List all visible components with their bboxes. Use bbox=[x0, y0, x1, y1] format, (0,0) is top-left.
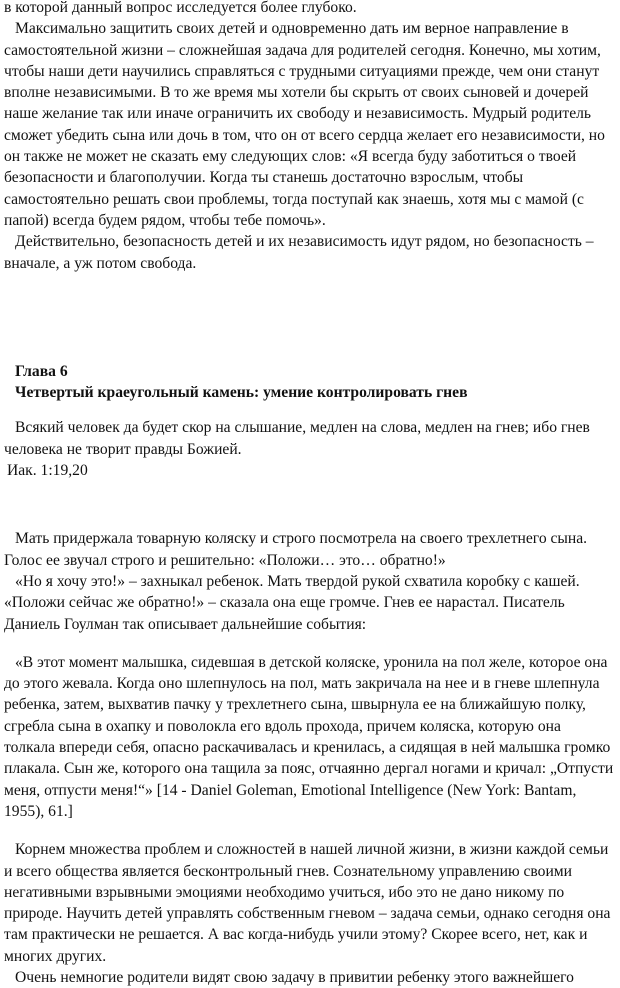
goleman-quote: «В этот момент малышка, сидевшая в детской коляске, уронила на пол желе, которое она до этого жевала. Когда оно шлепнулось на пол, мать закричала на нее и в гневе шлепнула ребенка, затем, выхватив пачку у трехлетнего сына, швырнула ее на ближайшую полку, сгребла сына в охапку и поволокла его вдоль прохода, причем коляска, которую она толкала впереди себя, опасно раскачивалась и кренилась, а сидящая в ней малышка громко плакала. Сын же, которого она тащила за пояс, отчаянно дергал ногами и кричал: „Отпусти меня, отпусти меня!“» [14 - Daniel Goleman, Emotional Intelligence (New York: Bantam, 1955), 61.] bbox=[4, 653, 614, 820]
paragraph-independence: Максимально защитить своих детей и одновременно дать им верное направление в самостоятельной жизни – сложнейшая задача для родителей сегодня. Конечно, мы хотим, чтобы наши дети научились справляться с трудными ситуациями прежде, чем они станут вполне независимыми. В то же время мы хотели бы скрыть от своих сыновей и дочерей наше желание так или иначе ограничить их свободу и независимость. Мудрый родитель сможет убедить сына или дочь в том, что он от всего сердца желает его независимости, но он также не может не сказать ему следующих слов: «Я всегда буду заботиться о твоей безопасности и благополучии. Когда ты станешь достаточно взрослым, чтобы самостоятельно решать свои проблемы, тогда поступай как знаешь, хотя мы с мамой (с папой) всегда будем рядом, чтобы тебе помочь». bbox=[4, 20, 605, 229]
story-paragraph: «Но я хочу это!» – захныкал ребенок. Мать твердой рукой схватила коробку с кашей. «Положи сейчас же обратно!» – сказала она еще громче. Гнев ее нарастал. Писатель Даниель Гоулман так описывает дальнейшие события: bbox=[4, 572, 580, 633]
story-paragraph: Мать придержала товарную коляску и строго посмотрела на своего трехлетнего сына. Голос ее звучал строго и решительно: «Положи… это… обратно!» bbox=[4, 530, 588, 569]
spacer bbox=[4, 403, 614, 417]
spacer bbox=[4, 481, 614, 528]
paragraph-safety: Действительно, безопасность детей и их независимость идут рядом, но безопасность – вначале, а уж потом свобода. bbox=[4, 233, 594, 272]
paragraph-continuation: в которой данный вопрос исследуется более глубоко. bbox=[4, 0, 357, 16]
epigraph-reference: Иак. 1:19,20 bbox=[7, 462, 88, 480]
book-page bbox=[4, 0, 614, 988]
spacer bbox=[4, 635, 614, 652]
spacer bbox=[4, 822, 614, 839]
paragraph-anger: Корнем множества проблем и сложностей в нашей личной жизни, в жизни каждой семьи и всего общества является бесконтрольный гнев. Сознательному управлению своими негативными взрывными эмоциями необходимо учиться, ибо это не дано никому по природе. Научить детей управлять собственным гневом – задача семьи, однако сегодня она там практически не решается. А вас когда-нибудь учили этому? Скорее всего, нет, как и многих других. bbox=[4, 841, 611, 965]
paragraph-parents: Очень немногие родители видят свою задачу в привитии ребенку этого важнейшего bbox=[15, 968, 574, 986]
chapter-title: Четвертый краеугольный камень: умение контролировать гнев bbox=[15, 384, 468, 402]
chapter-number: Глава 6 bbox=[15, 362, 68, 380]
epigraph-text: Всякий человек да будет скор на слышание, медлен на слова, медлен на гнев; ибо гнев человека не творит правды Божией. bbox=[4, 419, 590, 458]
section-spacer bbox=[4, 274, 614, 361]
